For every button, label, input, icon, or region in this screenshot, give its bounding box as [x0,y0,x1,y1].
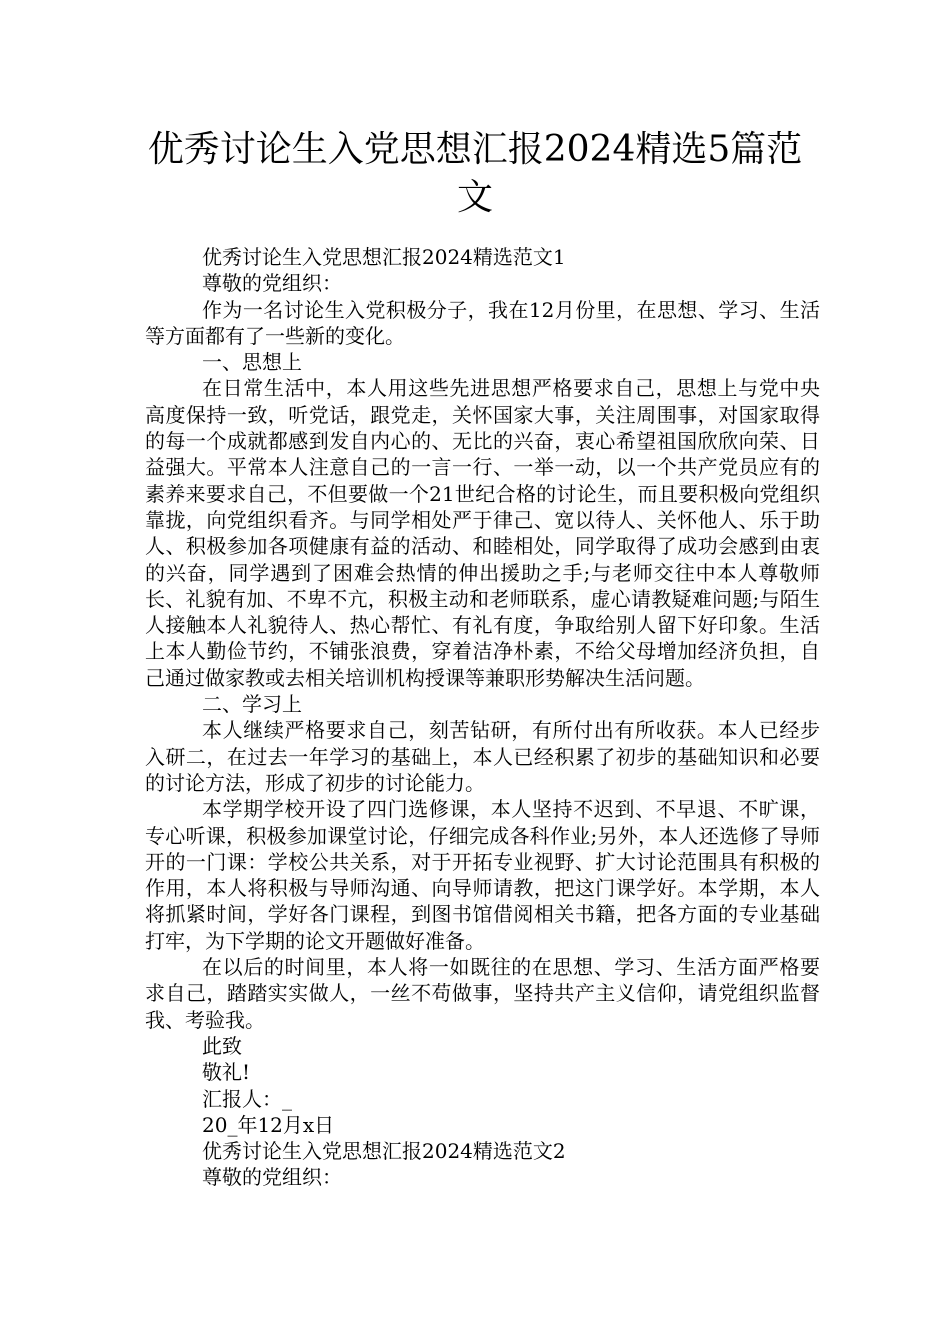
study-paragraph-2: 本学期学校开设了四门选修课，本人坚持不迟到、不早退、不旷课，专心听课，积极参加课堂讨论，仔细完成各科作业;另外，本人还选修了导师开的一门课：学校公共关系，对于开拓专业视野、扩大讨论范围具有积极的作用，本人将积极与导师沟通、向导师请教，把这门课学好。本学期，本人将抓紧时间，学好各门课程，到图书馆借阅相关书籍，把各方面的专业基础打牢，为下学期的论文开题做好准备。 [145,797,820,953]
essay-heading-2: 优秀讨论生入党思想汇报2024精选范文2 [202,1139,566,1164]
essay-heading-1: 优秀讨论生入党思想汇报2024精选范文1 [202,245,566,269]
closing-phrase: 此致 [202,1033,242,1058]
closing-paragraph: 在以后的时间里，本人将一如既往的在思想、学习、生活方面严格要求自己，踏踏实实做人，一丝不苟做事，坚持共产主义信仰，请党组织监督我、考验我。 [145,955,820,1032]
section-heading-thought: 一、思想上 [202,350,302,375]
salutation: 尊敬的党组织： [202,271,342,296]
document-body [145,244,820,1191]
thought-paragraph: 在日常生活中，本人用这些先进思想严格要求自己，思想上与党中央高度保持一致，听党话，跟党走，关怀国家大事，关注周围事，对国家取得的每一个成就都感到发自内心的、无比的兴奋，衷心希望祖国欣欣向荣、日益强大。平常本人注意自己的一言一行、一举一动，以一个共产党员应有的素养来要求自己，不但要做一个21世纪合格的讨论生，而且要积极向党组织靠拢，向党组织看齐。与同学相处严于律己、宽以待人、关怀他人、乐于助人、积极参加各项健康有益的活动、和睦相处，同学取得了成功会感到由衷的兴奋，同学遇到了困难会热情的伸出援助之手;与老师交往中本人尊敬师长、礼貌有加、不卑不亢，积极主动和老师联系，虚心请教疑难问题;与陌生人接触本人礼貌待人、热心帮忙、有礼有度，争取给别人留下好印象。生活上本人勤俭节约，不铺张浪费，穿着洁净朴素，不给父母增加经济负担，自己通过做家教或去相关培训机构授课等兼职形势解决生活问题。 [145,376,820,690]
document-title: 优秀讨论生入党思想汇报2024精选5篇范文 [147,129,803,218]
date-line: 20_年12月x日 [202,1112,335,1137]
reporter-line: 汇报人：_ [202,1086,292,1111]
study-paragraph-1: 本人继续严格要求自己，刻苦钻研，有所付出有所收获。本人已经步入研二，在过去一年学习的基础上，本人已经积累了初步的基础知识和必要的讨论方法，形成了初步的讨论能力。 [145,718,820,795]
section-heading-study: 二、学习上 [202,692,302,717]
salutation-2: 尊敬的党组织： [202,1165,342,1190]
closing-salute: 敬礼! [202,1060,251,1085]
intro-paragraph: 作为一名讨论生入党积极分子，我在12月份里，在思想、学习、生活等方面都有了一些新的变化。 [145,297,820,348]
